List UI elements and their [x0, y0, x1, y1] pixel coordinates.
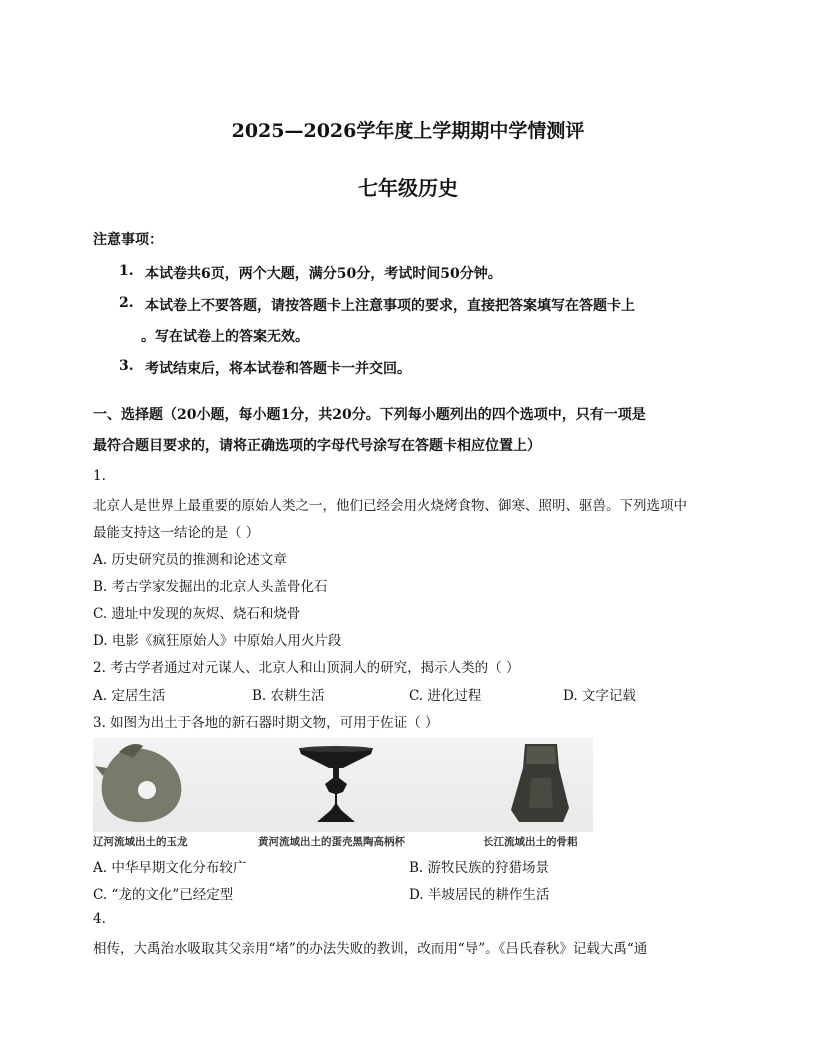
q4-stem: 相传，大禹治水吸取其父亲用“堵”的办法失败的教训，改而用“导”。《吕氏春秋》记载大禹“通 [93, 941, 648, 957]
q1-option-b: B. 考古学家发掘出的北京人头盖骨化石 [93, 579, 328, 595]
q1-stem-line2: 最能支持这一结论的是（ ） [93, 525, 260, 541]
q1-stem-line1: 北京人是世界上最重要的原始人类之一，他们已经会用火烧烤食物、御寒、照明、驱兽。下列选项中 [93, 498, 687, 514]
q1-option-c: C. 遗址中发现的灰烬、烧石和烧骨 [93, 606, 301, 622]
q2-option-b: B. 农耕生活 [252, 688, 325, 704]
q2-option-c: C. 进化过程 [409, 688, 482, 704]
q3-stem: 3. 如图为出土于各地的新石器时期文物，可用于佐证（ ） [93, 715, 439, 731]
notice-item-2-text-cont: 。写在试卷上的答案无效。 [141, 329, 309, 345]
notice-item-2-text: 本试卷上不要答题，请按答题卡上注意事项的要求，直接把答案填写在答题卡上 [145, 298, 635, 314]
exam-title: 2025—2026学年度上学期期中学情测评 [231, 120, 585, 142]
q3-option-d: D. 半坡居民的耕作生活 [409, 887, 550, 903]
notice-item-1-num: 1. [119, 263, 134, 279]
q3-option-a: A. 中华早期文化分布较广 [93, 860, 247, 876]
q3-artifact-photo-strip [93, 738, 593, 832]
q3-caption-3: 长江流域出土的骨耜 [483, 836, 578, 848]
section1-heading-line2: 最符合题目要求的，请将正确选项的字母代号涂写在答题卡相应位置上） [93, 438, 541, 454]
q3-caption-1: 辽河流域出土的玉龙 [93, 836, 188, 848]
section1-heading-line1: 一、选择题（20小题，每小题1分，共20分。下列每小题列出的四个选项中，只有一项是 [93, 407, 646, 423]
q3-caption-2: 黄河流域出土的蛋壳黑陶高柄杯 [258, 836, 405, 848]
q3-option-c: C. “龙的文化”已经定型 [93, 887, 234, 903]
bone-spade-image [501, 738, 581, 832]
q2-option-a: A. 定居生活 [93, 688, 166, 704]
notice-item-3-text: 考试结束后，将本试卷和答题卡一并交回。 [145, 361, 411, 377]
q2-stem: 2. 考古学者通过对元谋人、北京人和山顶洞人的研究，揭示人类的（ ） [93, 660, 520, 676]
q3-option-b: B. 游牧民族的狩猎场景 [409, 860, 550, 876]
notice-item-2-num: 2. [119, 295, 134, 311]
q1-number: 1. [93, 468, 106, 484]
q1-option-d: D. 电影《疯狂原始人》中原始人用火片段 [93, 633, 342, 649]
jade-dragon-image [93, 738, 193, 832]
q2-option-d: D. 文字记载 [563, 688, 636, 704]
notice-heading: 注意事项： [93, 232, 163, 248]
exam-subtitle: 七年级历史 [358, 176, 458, 200]
q1-option-a: A. 历史研究员的推测和论述文章 [93, 552, 287, 568]
q4-number: 4. [93, 911, 106, 927]
notice-item-1-text: 本试卷共6页，两个大题，满分50分，考试时间50分钟。 [145, 266, 502, 282]
notice-item-3-num: 3. [119, 358, 134, 374]
black-pottery-cup-image [291, 738, 381, 832]
